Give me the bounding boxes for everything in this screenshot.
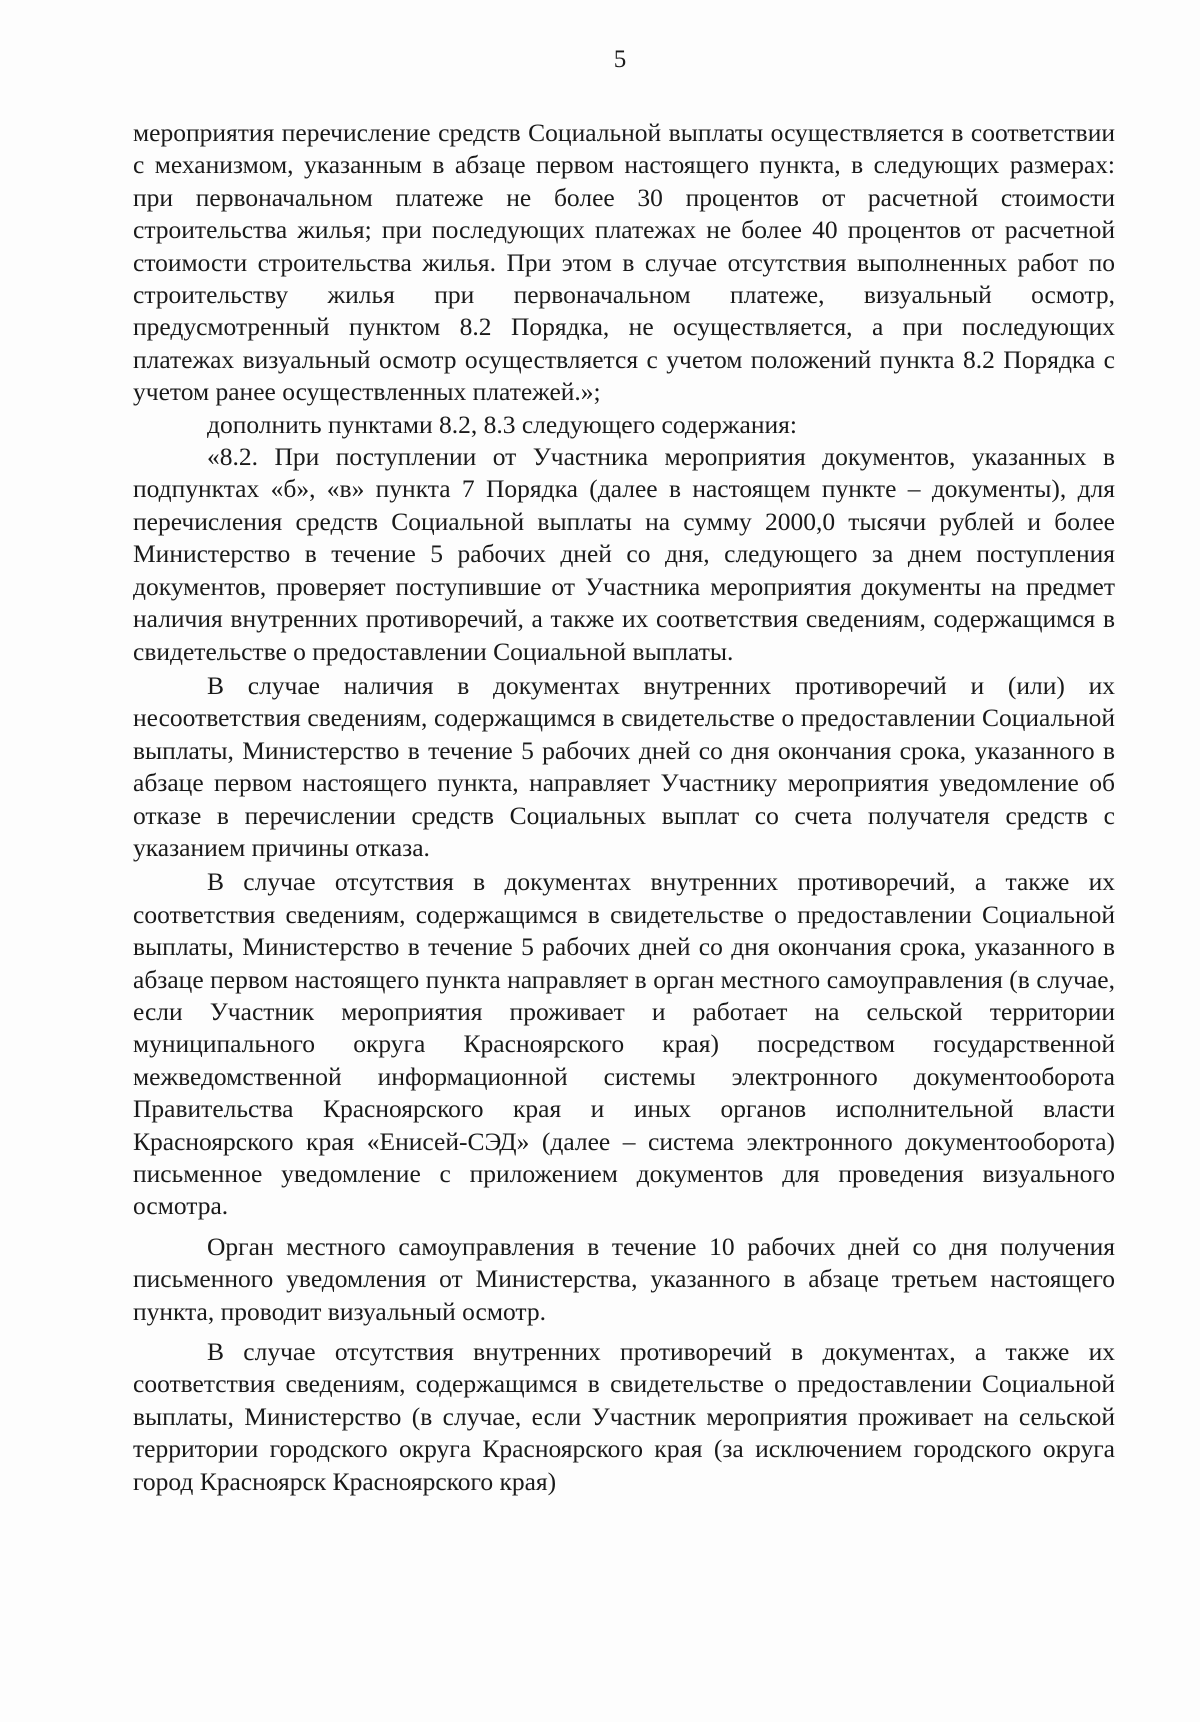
paragraph-ministry-transfer: В случае отсутствия внутренних противоречий в документах, а также их соответствия сведениям, содержащимся в свидетельстве о предоставлении Социальной выплаты, Министерство (в случае, если Участник мероприятия проживает на сельской территории городского округа Красноярского края (за исключением городского округа город Красноярск Красноярского края): [133, 1337, 1115, 1496]
paragraph-local-government-inspection: Орган местного самоуправления в течение 10 рабочих дней со дня получения письменного уведомления от Министерства, указанного в абзаце третьем настоящего пункта, проводит визуальный осмотр.: [133, 1231, 1115, 1326]
paragraph-contradictions-case: В случае наличия в документах внутренних противоречий и (или) их несоответствия сведениям, содержащимся в свидетельстве о предоставлении Социальной выплаты, Министерство в течение 5 рабочих дней со дня окончания срока, указанного в абзаце первом настоящего пункта, направляет Участнику мероприятия уведомление об отказе в перечислении средств Социальных выплат со счета получателя средств с указанием причины отказа.: [133, 670, 1115, 862]
page-number: 5: [613, 46, 627, 73]
paragraph-clause-8-2: «8.2. При поступлении от Участника мероприятия документов, указанных в подпунктах «б», «в» пункта 7 Порядка (далее в настоящем пункте – документы), для перечисления средств Социальной выплаты на сумму 2000,0 тысячи рублей и более Министерство в течение 5 рабочих дней со дня, следующего за днем поступления документов, проверяет поступившие от Участника мероприятия документы на предмет наличия внутренних противоречий, а также их соответствия сведениям, содержащимся в свидетельстве о предоставлении Социальной выплаты.: [133, 442, 1115, 666]
document-body: [133, 117, 1115, 1498]
paragraph-amendment-intro: дополнить пунктами 8.2, 8.3 следующего содержания:: [207, 409, 797, 439]
paragraph-no-contradictions-case: В случае отсутствия в документах внутренних противоречий, а также их соответствия сведениям, содержащимся в свидетельстве о предоставлении Социальной выплаты, Министерство в течение 5 рабочих дней со дня окончания срока, указанного в абзаце первом настоящего пункта направляет в орган местного самоуправления (в случае, если Участник мероприятия проживает и работает на сельской территории муниципального округа Красноярского края) посредством государственной межведомственной информационной системы электронного документооборота Правительства Красноярского края и иных органов исполнительной власти Красноярского края «Енисей-СЭД» (далее – система электронного документооборота) письменное уведомление с приложением документов для проведения визуального осмотра.: [133, 867, 1115, 1221]
paragraph-continuation: мероприятия перечисление средств Социальной выплаты осуществляется в соответствии с механизмом, указанным в абзаце первом настоящего пункта, в следующих размерах: при первоначальном платеже не более 30 процентов от расчетной стоимости строительства жилья; при последующих платежах не более 40 процентов от расчетной стоимости строительства жилья. При этом в случае отсутствия выполненных работ по строительству жилья при первоначальном платеже, визуальный осмотр, предусмотренный пунктом 8.2 Порядка, не осуществляется, а при последующих платежах визуальный осмотр осуществляется с учетом положений пункта 8.2 Порядка с учетом ранее осуществленных платежей.»;: [133, 118, 1115, 407]
